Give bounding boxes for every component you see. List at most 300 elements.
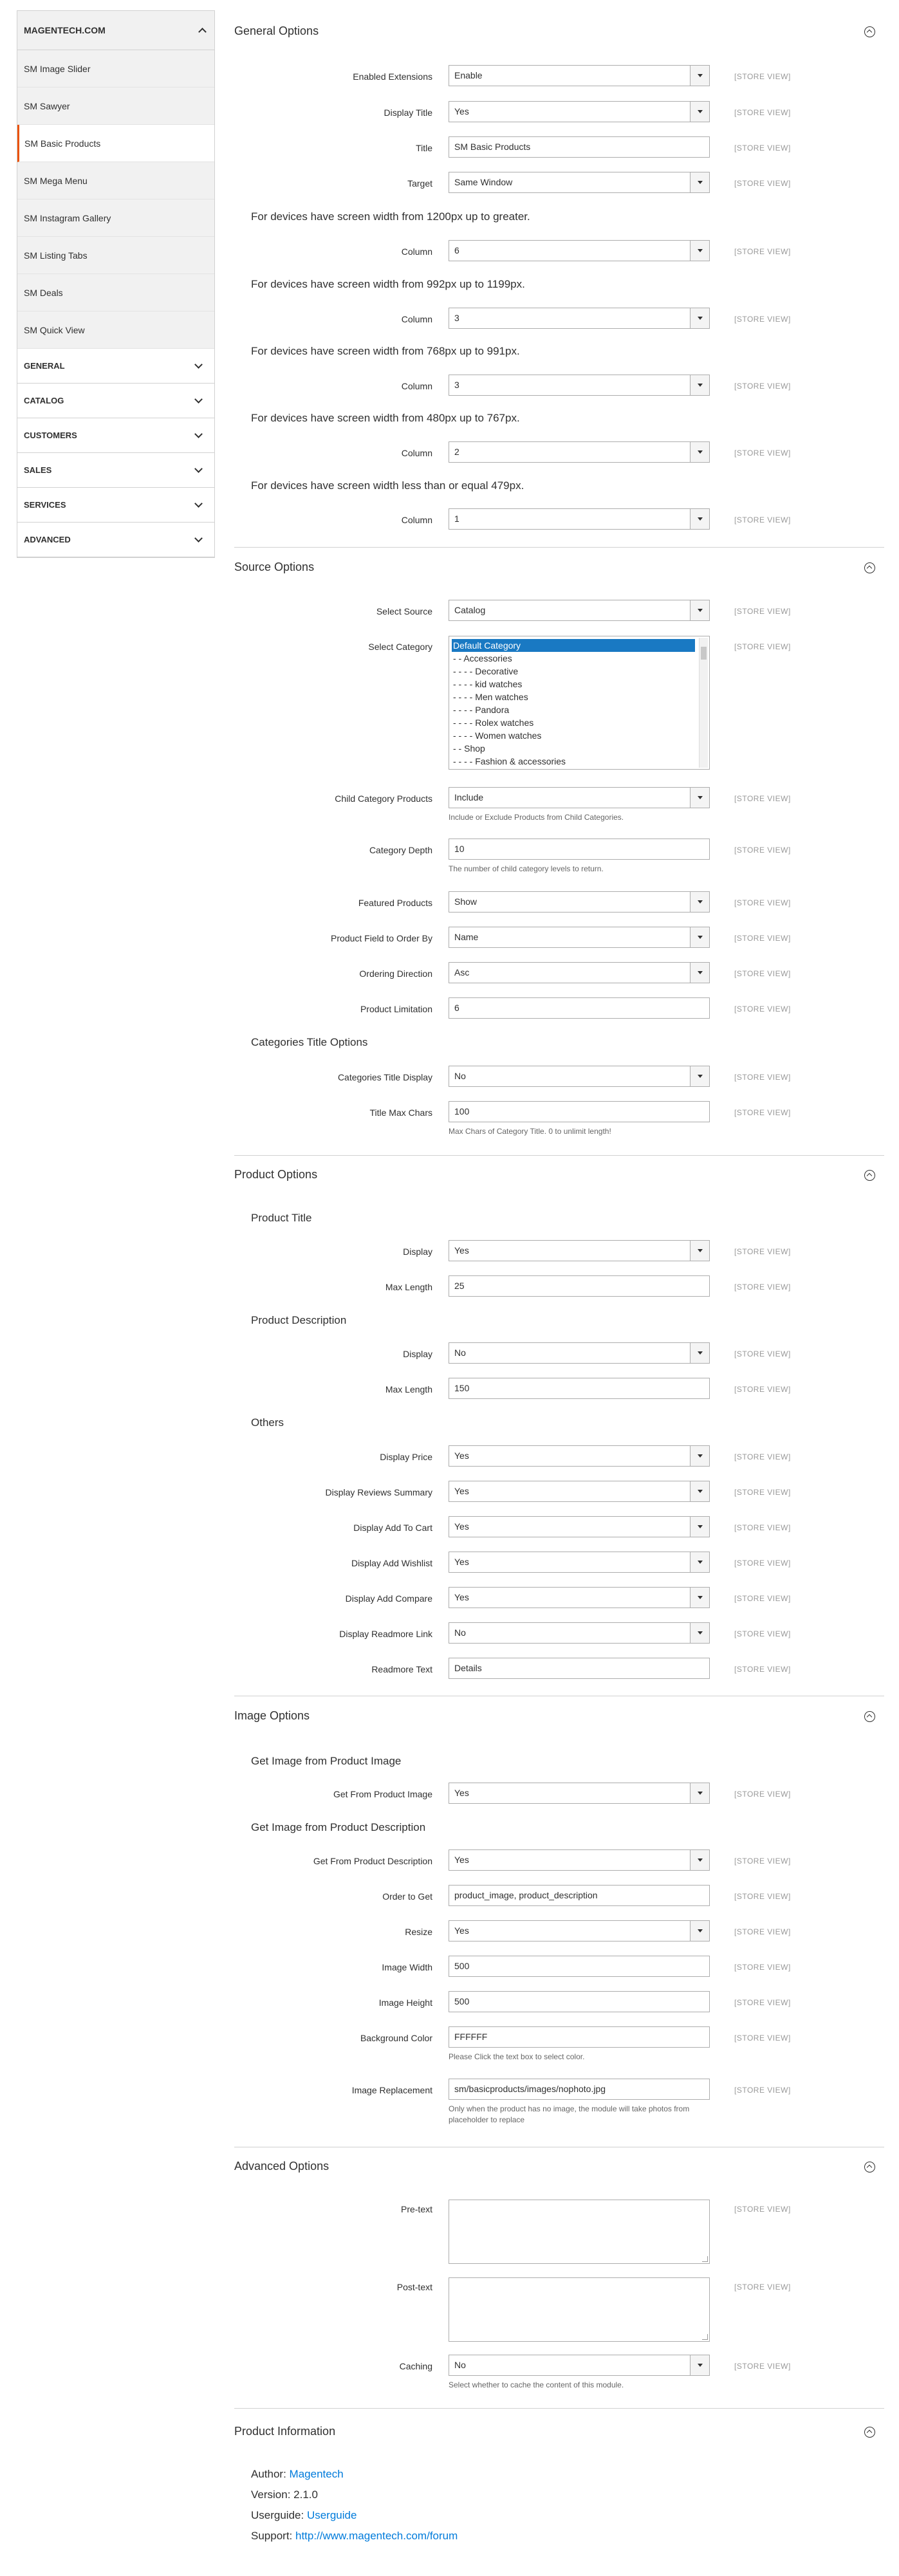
row-readmore-text: [234, 1658, 884, 1681]
collapse-icon: [864, 1170, 875, 1181]
field-note: Include or Exclude Products from Child Categories.: [449, 813, 624, 822]
row-display-readmore: [234, 1622, 884, 1645]
category-option[interactable]: - - - - Fashion & accessories: [453, 756, 566, 766]
select-value: 2: [454, 447, 459, 457]
scope-label: [STORE VIEW]: [734, 108, 791, 117]
row-get-from-image: [234, 1783, 884, 1806]
dropdown-arrow-icon: [690, 1623, 709, 1643]
category-label: ADVANCED: [24, 535, 71, 544]
field-label: Display: [403, 1246, 432, 1257]
scope-label: [STORE VIEW]: [734, 969, 791, 978]
section-divider: [234, 2408, 884, 2409]
select-value: Yes: [454, 1557, 469, 1567]
field-label: Child Category Products: [335, 793, 432, 804]
select-value: Yes: [454, 106, 469, 116]
field-label: Display Add Wishlist: [351, 1558, 432, 1568]
dropdown-arrow-icon: [690, 172, 709, 192]
info-label: Version:: [251, 2488, 291, 2501]
row-select-source: [234, 600, 884, 623]
background-color-input[interactable]: FFFFFF: [449, 2026, 710, 2048]
section-divider: [234, 1155, 884, 1156]
row-pt-max-length: [234, 1275, 884, 1299]
get-from-description-select[interactable]: [449, 1849, 710, 1871]
row-column-479: [234, 508, 884, 532]
row-caching: [234, 2355, 884, 2378]
row-column-992: [234, 308, 884, 331]
row-column-480: [234, 441, 884, 465]
collapse-icon: [864, 2162, 875, 2173]
column-480-select[interactable]: [449, 441, 710, 463]
select-value: No: [454, 1627, 466, 1638]
row-image-replacement: [234, 2079, 884, 2102]
dropdown-arrow-icon: [690, 1552, 709, 1572]
dropdown-arrow-icon: [690, 1850, 709, 1870]
field-label: Max Length: [385, 1384, 432, 1395]
row-display-add-compare: [234, 1587, 884, 1610]
scope-label: [STORE VIEW]: [734, 1927, 791, 1936]
select-value: Yes: [454, 1855, 469, 1865]
select-value: 1: [454, 514, 459, 524]
chevron-down-icon: [194, 465, 203, 473]
category-label: SERVICES: [24, 500, 66, 510]
scope-label: [STORE VIEW]: [734, 179, 791, 188]
select-value: Asc: [454, 967, 470, 978]
info-label: Support:: [251, 2530, 293, 2542]
dropdown-arrow-icon: [690, 1066, 709, 1086]
sidebar-category-sales[interactable]: [17, 453, 214, 488]
category-option[interactable]: Default Category: [452, 639, 695, 652]
dropdown-arrow-icon: [690, 600, 709, 620]
scope-label: [STORE VIEW]: [734, 1665, 791, 1674]
section-title: Image Options: [234, 1709, 310, 1722]
category-label: CATALOG: [24, 396, 64, 405]
field-label: Category Depth: [369, 845, 432, 855]
dropdown-arrow-icon: [690, 788, 709, 808]
field-label: Caching: [399, 2361, 432, 2371]
chevron-down-icon: [194, 499, 203, 508]
select-value: 3: [454, 380, 459, 390]
device-heading-480: For devices have screen width from 480px up to 767px.: [251, 412, 520, 424]
chevron-down-icon: [194, 534, 203, 542]
get-from-product-image-select[interactable]: [449, 1783, 710, 1804]
field-label: Order to Get: [382, 1891, 432, 1902]
posttext-textarea[interactable]: [449, 2277, 710, 2342]
field-label: Display: [403, 1349, 432, 1359]
userguide-link[interactable]: Userguide: [306, 2509, 357, 2521]
categories-title-heading: Categories Title Options: [251, 1036, 368, 1048]
select-value: 6: [454, 245, 459, 255]
title-input[interactable]: SM Basic Products: [449, 136, 710, 158]
chevron-down-icon: [194, 360, 203, 369]
sidebar-item-sm-sawyer[interactable]: SM Sawyer: [17, 88, 214, 125]
order-to-get-input[interactable]: product_image, product_description: [449, 1885, 710, 1906]
scope-label: [STORE VIEW]: [734, 382, 791, 391]
select-value: Include: [454, 792, 484, 802]
field-label: Readmore Text: [371, 1664, 432, 1674]
select-category-multiselect[interactable]: [449, 636, 710, 770]
ordering-direction-select[interactable]: [449, 962, 710, 983]
chevron-up-icon: [198, 28, 207, 36]
row-categories-title-display: [234, 1066, 884, 1089]
chevron-down-icon: [194, 430, 203, 438]
scope-label: [STORE VIEW]: [734, 642, 791, 651]
field-label: Select Category: [368, 642, 432, 652]
image-from-product-heading: Get Image from Product Image: [251, 1755, 402, 1767]
field-note: Select whether to cache the content of this module.: [449, 2380, 624, 2389]
row-background-color: [234, 2026, 884, 2050]
select-value: Yes: [454, 1592, 469, 1602]
section-divider: [234, 547, 884, 548]
field-label: Column: [401, 381, 432, 391]
dropdown-arrow-icon: [690, 1241, 709, 1261]
select-value: No: [454, 1071, 466, 1081]
select-value: 3: [454, 313, 459, 323]
info-label: Userguide:: [251, 2509, 304, 2521]
scope-label: [STORE VIEW]: [734, 1005, 791, 1014]
author-link[interactable]: Magentech: [289, 2468, 344, 2480]
field-label: Categories Title Display: [337, 1072, 432, 1082]
dropdown-arrow-icon: [690, 1517, 709, 1537]
info-userguide: [251, 2508, 357, 2523]
scope-label: [STORE VIEW]: [734, 2283, 791, 2292]
pretext-textarea[interactable]: [449, 2200, 710, 2264]
sidebar-category-advanced[interactable]: [17, 523, 214, 557]
field-note: The number of child category levels to return.: [449, 864, 604, 873]
row-column-768: [234, 375, 884, 398]
field-label: Display Add Compare: [345, 1593, 432, 1604]
resize-select[interactable]: [449, 1920, 710, 1941]
select-value: Yes: [454, 1486, 469, 1496]
scope-label: [STORE VIEW]: [734, 1488, 791, 1497]
dropdown-arrow-icon: [690, 892, 709, 912]
sidebar-category-general[interactable]: [17, 349, 214, 384]
dropdown-arrow-icon: [690, 509, 709, 529]
order-by-select[interactable]: [449, 927, 710, 948]
display-add-to-cart-select[interactable]: [449, 1516, 710, 1537]
scope-label: [STORE VIEW]: [734, 72, 791, 81]
scope-label: [STORE VIEW]: [734, 1247, 791, 1256]
category-option[interactable]: - - - - Women watches: [453, 730, 542, 741]
select-value: No: [454, 1348, 466, 1358]
row-column-1200: [234, 240, 884, 263]
row-pd-display: [234, 1342, 884, 1366]
column-479-select[interactable]: [449, 508, 710, 530]
column-992-select[interactable]: [449, 308, 710, 329]
scope-label: [STORE VIEW]: [734, 1857, 791, 1866]
row-enabled-extensions: [234, 65, 884, 88]
dropdown-arrow-icon: [690, 102, 709, 122]
display-add-wishlist-select[interactable]: [449, 1552, 710, 1573]
category-label: GENERAL: [24, 361, 65, 371]
scope-label: [STORE VIEW]: [734, 898, 791, 907]
dropdown-arrow-icon: [690, 1446, 709, 1466]
scope-label: [STORE VIEW]: [734, 1892, 791, 1901]
category-option[interactable]: - - Accessories: [453, 653, 512, 663]
scope-label: [STORE VIEW]: [734, 2086, 791, 2095]
scope-label: [STORE VIEW]: [734, 1385, 791, 1394]
sidebar-section-title: MAGENTECH.COM: [24, 25, 106, 35]
device-heading-992: For devices have screen width from 992px up to 1199px.: [251, 278, 525, 290]
row-pt-display: [234, 1240, 884, 1263]
sidebar-categories: [17, 349, 215, 558]
scope-label: [STORE VIEW]: [734, 1629, 791, 1638]
sidebar-section-magentech[interactable]: [17, 10, 215, 50]
child-category-products-select[interactable]: [449, 787, 710, 808]
dropdown-arrow-icon: [690, 1921, 709, 1941]
row-target: [234, 172, 884, 195]
row-pd-max-length: [234, 1378, 884, 1401]
field-label: Image Width: [382, 1962, 432, 1972]
row-category-depth: [234, 839, 884, 862]
scope-label: [STORE VIEW]: [734, 144, 791, 153]
collapse-icon: [864, 1711, 875, 1722]
select-value: Show: [454, 896, 477, 907]
field-label: Column: [401, 515, 432, 525]
product-description-heading: Product Description: [251, 1314, 347, 1326]
collapse-icon: [864, 2427, 875, 2438]
row-resize: [234, 1920, 884, 1943]
scope-label: [STORE VIEW]: [734, 2362, 791, 2371]
image-replacement-input[interactable]: sm/basicproducts/images/nophoto.jpg: [449, 2079, 710, 2100]
field-label: Resize: [405, 1927, 432, 1937]
scrollbar-thumb[interactable]: [701, 647, 707, 660]
row-get-from-description: [234, 1849, 884, 1873]
product-description-display-select[interactable]: [449, 1342, 710, 1364]
sidebar-item-sm-image-slider[interactable]: SM Image Slider: [17, 50, 214, 88]
select-value: Enable: [454, 70, 483, 80]
field-label: Post-text: [396, 2282, 432, 2292]
dropdown-arrow-icon: [690, 1588, 709, 1608]
display-reviews-select[interactable]: [449, 1481, 710, 1502]
scope-label: [STORE VIEW]: [734, 794, 791, 803]
row-image-height: [234, 1991, 884, 2014]
display-add-compare-select[interactable]: [449, 1587, 710, 1608]
list-scrollbar[interactable]: [699, 638, 708, 768]
scope-label: [STORE VIEW]: [734, 1283, 791, 1292]
dropdown-arrow-icon: [690, 442, 709, 462]
field-label: Get From Product Description: [313, 1856, 432, 1866]
field-note: Max Chars of Category Title. 0 to unlimit length!: [449, 1127, 611, 1136]
section-title: Product Information: [234, 2425, 336, 2438]
category-label: SALES: [24, 465, 52, 475]
row-order-by: [234, 927, 884, 950]
category-option[interactable]: - - - - Pandora: [453, 705, 510, 715]
field-label: Display Reviews Summary: [325, 1487, 432, 1497]
info-support: [251, 2529, 458, 2543]
category-option[interactable]: - - - - Men watches: [453, 692, 528, 702]
select-value: Yes: [454, 1245, 469, 1256]
row-featured-products: [234, 891, 884, 914]
product-title-heading: Product Title: [251, 1212, 312, 1224]
field-label: Column: [401, 448, 432, 458]
field-label: Column: [401, 246, 432, 257]
section-title: Product Options: [234, 1168, 318, 1181]
row-display-price: [234, 1445, 884, 1469]
display-title-select[interactable]: [449, 101, 710, 122]
sidebar-item-sm-deals[interactable]: SM Deals: [17, 274, 214, 311]
select-value: Yes: [454, 1925, 469, 1936]
column-768-select[interactable]: [449, 375, 710, 396]
category-option[interactable]: - - - - Rolex watches: [453, 718, 534, 728]
row-display-add-wishlist: [234, 1552, 884, 1575]
sidebar-category-catalog[interactable]: [17, 384, 214, 418]
scope-label: [STORE VIEW]: [734, 1559, 791, 1568]
scope-label: [STORE VIEW]: [734, 449, 791, 458]
image-height-input[interactable]: 500: [449, 1991, 710, 2012]
dropdown-arrow-icon: [690, 1343, 709, 1363]
category-option[interactable]: - - - - Decorative: [453, 666, 519, 676]
field-label: Title: [416, 143, 432, 153]
sidebar-category-customers[interactable]: [17, 418, 214, 453]
scope-label: [STORE VIEW]: [734, 1998, 791, 2007]
section-title: Advanced Options: [234, 2160, 329, 2173]
image-width-input[interactable]: 500: [449, 1956, 710, 1977]
field-label: Max Length: [385, 1282, 432, 1292]
device-heading-1200: For devices have screen width from 1200px up to greater.: [251, 210, 530, 223]
scope-label: [STORE VIEW]: [734, 247, 791, 256]
row-order-to-get: [234, 1885, 884, 1908]
column-1200-select[interactable]: [449, 240, 710, 261]
field-label: Display Add To Cart: [353, 1523, 432, 1533]
row-display-reviews: [234, 1481, 884, 1504]
scope-label: [STORE VIEW]: [734, 515, 791, 524]
field-label: Column: [401, 314, 432, 324]
scope-label: [STORE VIEW]: [734, 1523, 791, 1532]
dropdown-arrow-icon: [690, 66, 709, 86]
row-image-width: [234, 1956, 884, 1979]
dropdown-arrow-icon: [690, 963, 709, 983]
scope-label: [STORE VIEW]: [734, 1963, 791, 1972]
category-depth-input[interactable]: 10: [449, 839, 710, 860]
image-from-description-heading: Get Image from Product Description: [251, 1821, 426, 1833]
sidebar-item-sm-mega-menu[interactable]: SM Mega Menu: [17, 162, 214, 199]
dropdown-arrow-icon: [690, 1481, 709, 1501]
select-value: Catalog: [454, 605, 486, 615]
target-select[interactable]: [449, 172, 710, 193]
section-title: General Options: [234, 24, 319, 37]
title-max-chars-input[interactable]: 100: [449, 1101, 710, 1122]
select-value: No: [454, 2360, 466, 2370]
support-link[interactable]: http://www.magentech.com/forum: [295, 2530, 458, 2542]
scope-label: [STORE VIEW]: [734, 1594, 791, 1603]
sidebar-items: [17, 50, 215, 349]
row-ordering-direction: [234, 962, 884, 985]
config-sidebar: [17, 10, 215, 558]
collapse-icon: [864, 26, 875, 37]
field-label: Title Max Chars: [369, 1107, 432, 1118]
select-source-select[interactable]: [449, 600, 710, 621]
row-child-category-products: [234, 787, 884, 810]
dropdown-arrow-icon: [690, 927, 709, 947]
sidebar-category-services[interactable]: [17, 488, 214, 523]
scope-label: [STORE VIEW]: [734, 1108, 791, 1117]
dropdown-arrow-icon: [690, 375, 709, 395]
chevron-down-icon: [194, 395, 203, 403]
version-value: 2.1.0: [293, 2488, 318, 2501]
collapse-icon: [864, 562, 875, 573]
product-limitation-input[interactable]: 6: [449, 997, 710, 1019]
readmore-text-input[interactable]: Details: [449, 1658, 710, 1679]
product-description-max-length-input[interactable]: 150: [449, 1378, 710, 1399]
field-label: Image Height: [378, 1997, 432, 2008]
field-label: Background Color: [360, 2033, 432, 2043]
field-note: Only when the product has no image, the module will take photos from placeholder to replace: [449, 2104, 690, 2124]
others-heading: Others: [251, 1416, 284, 1429]
select-value: Name: [454, 932, 479, 942]
scope-label: [STORE VIEW]: [734, 315, 791, 324]
field-label: Ordering Direction: [359, 968, 432, 979]
info-version: [251, 2488, 318, 2502]
field-label: Get From Product Image: [333, 1789, 432, 1799]
field-label: Target: [407, 178, 432, 189]
categories-title-display-select[interactable]: [449, 1066, 710, 1087]
field-label: Display Price: [380, 1452, 432, 1462]
field-label: Product Field to Order By: [331, 933, 432, 943]
field-label: Featured Products: [358, 898, 432, 908]
scope-label: [STORE VIEW]: [734, 1452, 791, 1461]
row-product-limitation: [234, 997, 884, 1021]
category-label: CUSTOMERS: [24, 431, 77, 440]
select-value: Yes: [454, 1450, 469, 1461]
sidebar-item-sm-listing-tabs[interactable]: SM Listing Tabs: [17, 237, 214, 274]
dropdown-arrow-icon: [690, 1783, 709, 1803]
row-title-max-chars: [234, 1101, 884, 1124]
field-label: Product Limitation: [360, 1004, 432, 1014]
caching-select[interactable]: [449, 2355, 710, 2376]
display-price-select[interactable]: [449, 1445, 710, 1467]
category-option[interactable]: - - Shop: [453, 743, 485, 754]
scope-label: [STORE VIEW]: [734, 1790, 791, 1799]
dropdown-arrow-icon: [690, 241, 709, 261]
product-title-max-length-input[interactable]: 25: [449, 1275, 710, 1297]
select-value: Yes: [454, 1788, 469, 1798]
row-display-title: [234, 101, 884, 124]
scope-label: [STORE VIEW]: [734, 846, 791, 855]
device-heading-768: For devices have screen width from 768px up to 991px.: [251, 345, 520, 357]
scope-label: [STORE VIEW]: [734, 1073, 791, 1082]
dropdown-arrow-icon: [690, 2355, 709, 2375]
enabled-extensions-select[interactable]: [449, 65, 710, 86]
section-title: Source Options: [234, 561, 315, 573]
sidebar-item-sm-instagram-gallery[interactable]: SM Instagram Gallery: [17, 199, 214, 237]
scope-label: [STORE VIEW]: [734, 1349, 791, 1358]
field-label: Enabled Extensions: [353, 71, 432, 82]
field-label: Select Source: [376, 606, 432, 616]
field-label: Display Readmore Link: [339, 1629, 432, 1639]
info-author: [251, 2467, 344, 2481]
row-display-add-to-cart: [234, 1516, 884, 1539]
scope-label: [STORE VIEW]: [734, 2205, 791, 2214]
sidebar-item-sm-basic-products[interactable]: SM Basic Products: [17, 125, 214, 162]
field-note: Please Click the text box to select color.: [449, 2052, 585, 2061]
device-heading-479: For devices have screen width less than or equal 479px.: [251, 479, 524, 492]
scope-label: [STORE VIEW]: [734, 2034, 791, 2043]
select-value: Yes: [454, 1521, 469, 1532]
select-value: Same Window: [454, 177, 513, 187]
info-label: Author:: [251, 2468, 286, 2480]
dropdown-arrow-icon: [690, 308, 709, 328]
scope-label: [STORE VIEW]: [734, 607, 791, 616]
field-label: Display Title: [384, 107, 432, 118]
display-readmore-select[interactable]: [449, 1622, 710, 1644]
category-option[interactable]: - - - - kid watches: [453, 679, 523, 689]
row-title: [234, 136, 884, 160]
featured-products-select[interactable]: [449, 891, 710, 913]
field-label: Pre-text: [400, 2204, 432, 2214]
field-label: Image Replacement: [351, 2085, 432, 2095]
sidebar-item-sm-quick-view[interactable]: SM Quick View: [17, 311, 214, 349]
product-title-display-select[interactable]: [449, 1240, 710, 1261]
